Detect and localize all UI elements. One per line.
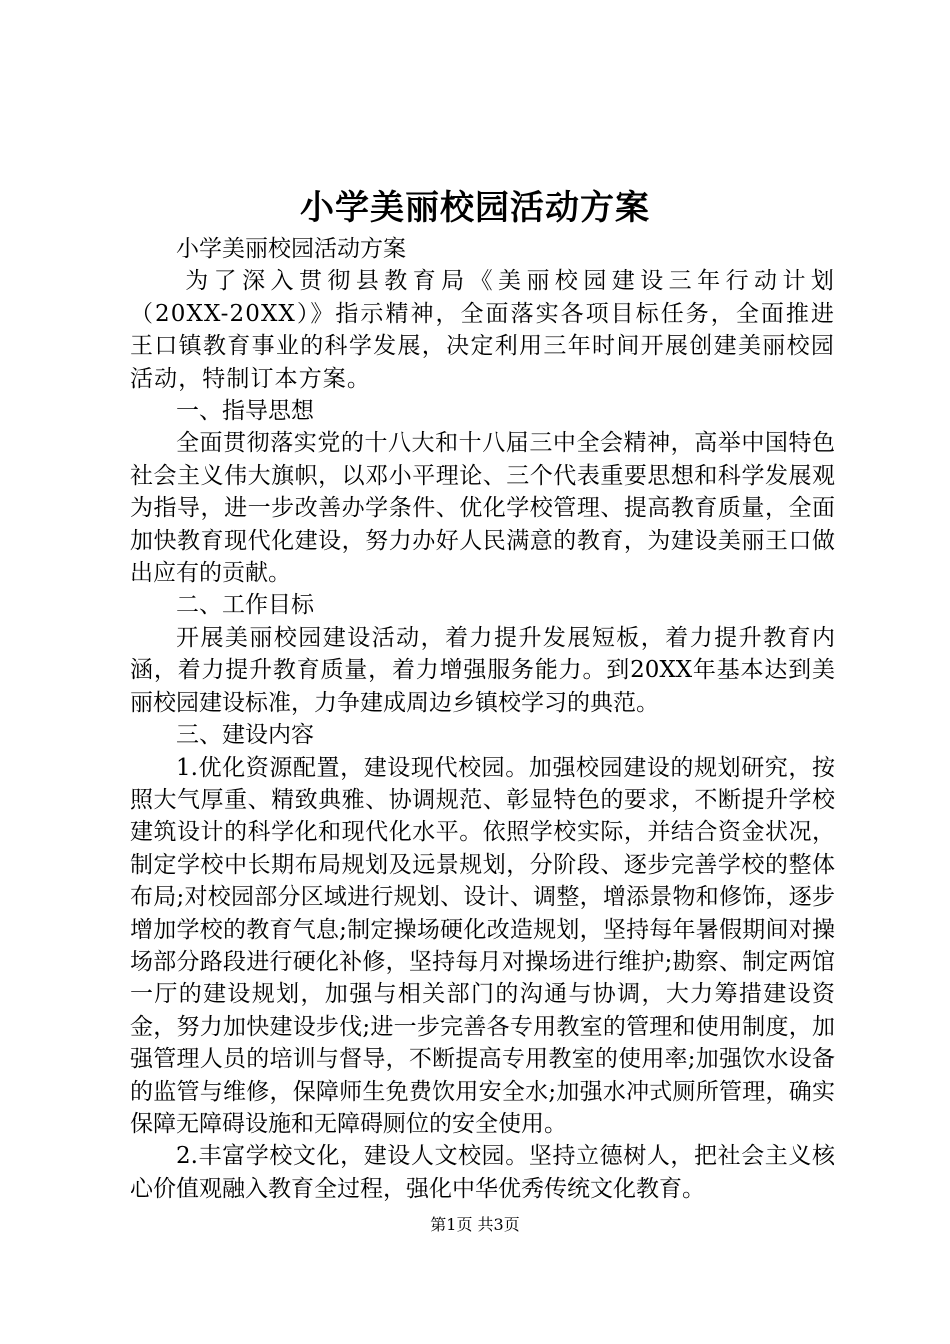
intro-paragraph: 为了深入贯彻县教育局《美丽校园建设三年行动计划（20XX-20XX）》指示精神，全面落实各项目标任务，全面推进王口镇教育事业的科学发展，决定利用三年时间开展创建美丽校园活动，特制订本方案。 bbox=[130, 268, 835, 392]
subtitle-paragraph: 小学美丽校园活动方案 bbox=[176, 236, 406, 262]
section-paragraph-work-goals: 开展美丽校园建设活动，着力提升发展短板，着力提升教育内涵，着力提升教育质量，着力增强服务能力。到20XX年基本达到美丽校园建设标准，力争建成周边乡镇校学习的典范。 bbox=[130, 624, 835, 716]
section-heading-construction-content: 三、建设内容 bbox=[176, 722, 314, 749]
list-item-resource-allocation: 1.优化资源配置，建设现代校园。加强校园建设的规划研究，按照大气厚重、精致典雅、协调规范、彰显特色的要求，不断提升学校建筑设计的科学化和现代化水平。依照学校实际，并结合资金状况，制定学校中长期布局规划及远景规划，分阶段、逐步完善学校的整体布局;对校园部分区域进行规划、设计、调整，增添景物和修饰，逐步增加学校的教育气息;制定操场硬化改造规划，坚持每年暑假期间对操场部分路段进行硬化补修，坚持每月对操场进行维护;勘察、制定两馆一厅的建设规划，加强与相关部门的沟通与协调，大力筹措建设资金，努力加快建设步伐;进一步完善各专用教室的管理和使用制度，加强管理人员的培训与督导，不断提高专用教室的使用率;加强饮水设备的监管与维修，保障师生免费饮用安全水;加强水冲式厕所管理，确实保障无障碍设施和无障碍厕位的安全使用。 bbox=[130, 754, 835, 1137]
document-title: 小学美丽校园活动方案 bbox=[300, 188, 650, 228]
section-heading-work-goals: 二、工作目标 bbox=[176, 592, 314, 619]
document-body bbox=[130, 233, 835, 1205]
section-paragraph-guiding-thought: 全面贯彻落实党的十八大和十八届三中全会精神，高举中国特色社会主义伟大旗帜，以邓小平理论、三个代表重要思想和科学发展观为指导，进一步改善办学条件、优化学校管理、提高教育质量，全面加快教育现代化建设，努力办好人民满意的教育，为建设美丽王口做出应有的贡献。 bbox=[130, 430, 835, 587]
page-number-footer: 第1页 共3页 bbox=[430, 1215, 520, 1234]
list-item-school-culture: 2.丰富学校文化，建设人文校园。坚持立德树人，把社会主义核心价值观融入教育全过程，强化中华优秀传统文化教育。 bbox=[130, 1143, 835, 1202]
section-heading-guiding-thought: 一、指导思想 bbox=[176, 398, 314, 425]
